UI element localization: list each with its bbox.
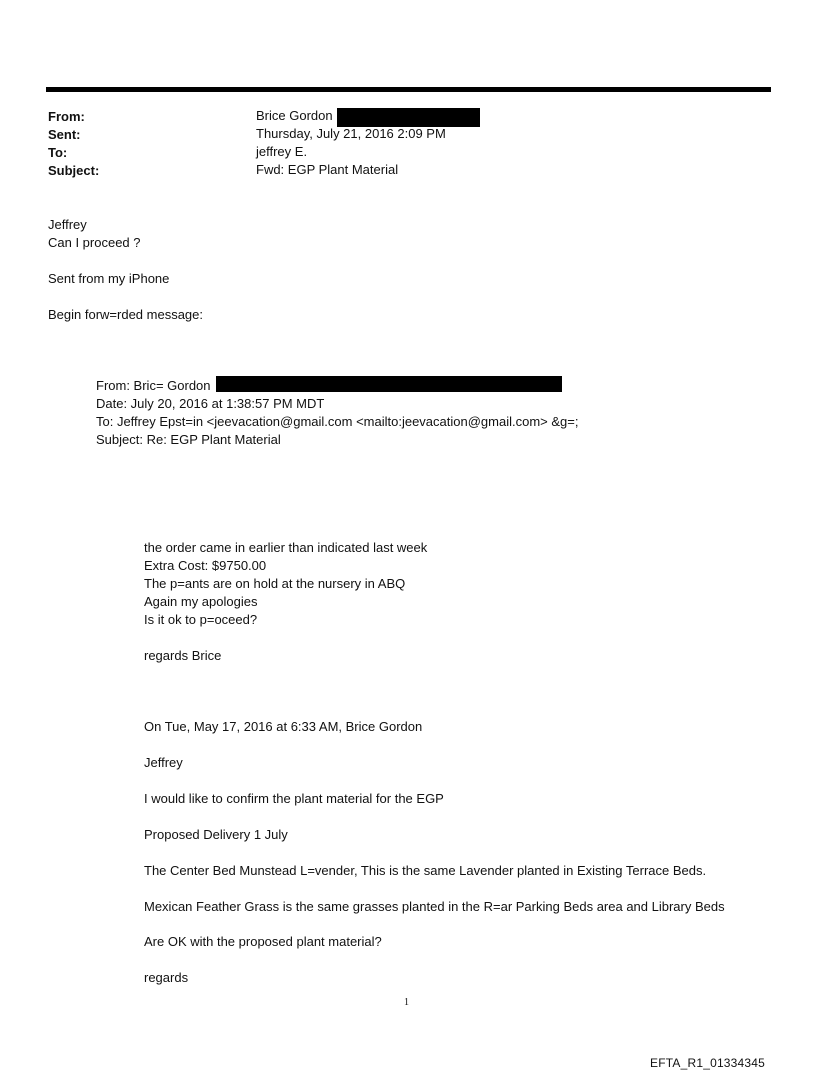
quoted-paragraph: The Center Bed Munstead L=vender, This is the same Lavender planted in Existing Terrace Beds. bbox=[144, 863, 707, 878]
message-line: Again my apologies bbox=[144, 594, 258, 609]
redaction-bar bbox=[337, 108, 480, 127]
forwarded-subject: Subject: Re: EGP Plant Material bbox=[96, 432, 281, 447]
quoted-closing: regards bbox=[144, 970, 189, 985]
from-value: Brice Gordon bbox=[256, 108, 333, 123]
subject-value: Fwd: EGP Plant Material bbox=[256, 162, 399, 177]
quoted-paragraph: Mexican Feather Grass is the same grasses planted in the R=ar Parking Beds area and Library Beds bbox=[144, 899, 725, 914]
to-label: To: bbox=[48, 145, 68, 160]
document-id: EFTA_R1_01334345 bbox=[650, 1056, 766, 1070]
quoted-paragraph: Proposed Delivery 1 July bbox=[144, 827, 288, 842]
quoted-greeting: Jeffrey bbox=[144, 755, 183, 770]
message-line: Extra Cost: $9750.00 bbox=[144, 558, 267, 573]
begin-forwarded: Begin forw=rded message: bbox=[48, 307, 204, 322]
page-number: 1 bbox=[404, 997, 409, 1008]
message-line: the order came in earlier than indicated last week bbox=[144, 540, 428, 555]
quoted-intro: On Tue, May 17, 2016 at 6:33 AM, Brice Gordon bbox=[144, 719, 423, 734]
sent-value: Thursday, July 21, 2016 2:09 PM bbox=[256, 126, 446, 141]
forwarded-from: From: Bric= Gordon bbox=[96, 378, 211, 393]
forwarded-date: Date: July 20, 2016 at 1:38:57 PM MDT bbox=[96, 396, 325, 411]
forwarded-to: To: Jeffrey Epst=in <jeevacation@gmail.com <mailto:jeevacation@gmail.com> &g=; bbox=[96, 414, 579, 429]
subject-label: Subject: bbox=[48, 163, 100, 178]
from-label: From: bbox=[48, 109, 85, 124]
message-line: The p=ants are on hold at the nursery in ABQ bbox=[144, 576, 406, 591]
sent-label: Sent: bbox=[48, 127, 81, 142]
quoted-paragraph: Are OK with the proposed plant material? bbox=[144, 934, 382, 949]
message-regards: regards Brice bbox=[144, 648, 222, 663]
redaction-bar bbox=[216, 376, 562, 392]
body-greeting: Jeffrey bbox=[48, 217, 87, 232]
header-rule bbox=[46, 87, 771, 92]
quoted-paragraph: I would like to confirm the plant material for the EGP bbox=[144, 791, 444, 806]
message-line: Is it ok to p=oceed? bbox=[144, 612, 258, 627]
body-signature: Sent from my iPhone bbox=[48, 271, 170, 286]
to-value: jeffrey E. bbox=[256, 144, 308, 159]
body-question: Can I proceed ? bbox=[48, 235, 141, 250]
